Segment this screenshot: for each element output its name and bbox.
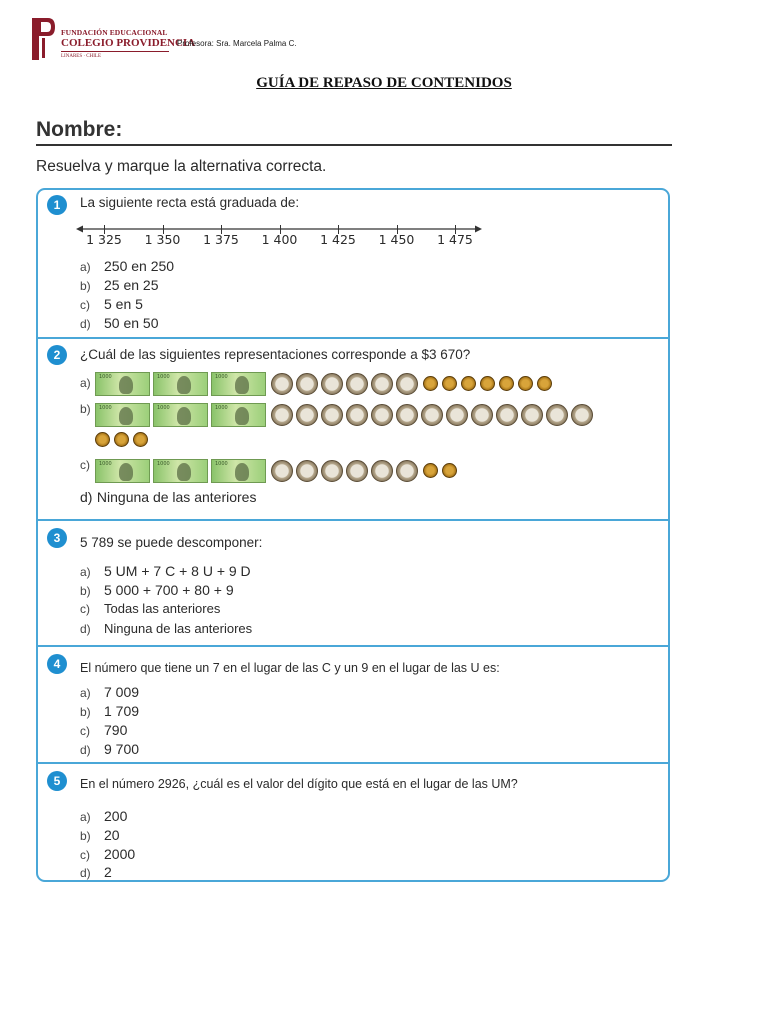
- name-field-line[interactable]: [36, 144, 672, 146]
- question-divider: [38, 519, 668, 521]
- coin-10-icon: [423, 376, 438, 391]
- banknote-portrait: [235, 376, 249, 394]
- option-letter: b): [80, 829, 91, 843]
- option-text: 5 en 5: [104, 296, 143, 312]
- number-line-label: 1 425: [320, 232, 356, 247]
- coin-100-icon: [396, 460, 418, 482]
- option-letter: c): [80, 298, 90, 312]
- option-text: Todas las anteriores: [104, 601, 221, 616]
- option-a[interactable]: [80, 684, 139, 702]
- option-d[interactable]: [80, 315, 159, 333]
- option-c[interactable]: [80, 296, 143, 314]
- option-a[interactable]: [80, 563, 251, 581]
- coin-10-icon: [480, 376, 495, 391]
- question-text: ¿Cuál de las siguientes representaciones corresponde a $3 670?: [80, 347, 471, 362]
- option-d[interactable]: [80, 620, 252, 638]
- coin-100-icon: [346, 460, 368, 482]
- coin-10-icon: [95, 432, 110, 447]
- option-c-letter[interactable]: c): [80, 458, 90, 472]
- option-b-letter[interactable]: b): [80, 402, 91, 416]
- logo-location: LINARES · CHILE: [61, 54, 101, 59]
- banknote-1000-icon: [211, 372, 266, 396]
- coin-100-icon: [271, 404, 293, 426]
- option-text: 1 709: [104, 703, 140, 719]
- question-divider: [38, 762, 668, 764]
- coin-100-icon: [296, 373, 318, 395]
- banknote-value: 1000: [157, 405, 170, 411]
- page-title: GUÍA DE REPASO DE CONTENIDOS: [256, 75, 512, 91]
- question-text: La siguiente recta está graduada de:: [80, 195, 300, 210]
- option-d[interactable]: [80, 864, 112, 882]
- option-letter: c): [80, 848, 90, 862]
- coin-10-icon: [537, 376, 552, 391]
- teacher-name: Profesora: Sra. Marcela Palma C.: [177, 39, 297, 48]
- banknote-portrait: [119, 376, 133, 394]
- coin-100-icon: [521, 404, 543, 426]
- option-text: 5 000 + 700 + 80 + 9: [104, 582, 234, 598]
- option-letter: d): [80, 743, 91, 757]
- arrow-right-icon: [475, 226, 482, 233]
- option-d[interactable]: [80, 741, 139, 759]
- coin-100-icon: [371, 373, 393, 395]
- option-letter: d): [80, 622, 91, 636]
- option-b[interactable]: [80, 827, 120, 845]
- coin-100-icon: [271, 460, 293, 482]
- coin-100-icon: [271, 373, 293, 395]
- option-text: 5 UM + 7 C + 8 U + 9 D: [104, 563, 251, 579]
- option-text: 20: [104, 827, 120, 843]
- option-text: 50 en 50: [104, 315, 159, 331]
- option-a-letter[interactable]: a): [80, 376, 91, 390]
- option-letter: a): [80, 810, 91, 824]
- banknote-portrait: [119, 463, 133, 481]
- school-crest-icon: [30, 16, 56, 62]
- number-line-label: 1 325: [86, 232, 122, 247]
- option-letter: d): [80, 317, 91, 331]
- banknote-portrait: [235, 463, 249, 481]
- school-logo: [30, 16, 196, 64]
- coin-100-icon: [571, 404, 593, 426]
- banknote-value: 1000: [99, 374, 112, 380]
- banknote-1000-icon: [211, 403, 266, 427]
- coin-10-icon: [423, 463, 438, 478]
- banknote-value: 1000: [215, 405, 228, 411]
- banknote-portrait: [119, 407, 133, 425]
- coin-100-icon: [471, 404, 493, 426]
- coin-100-icon: [371, 460, 393, 482]
- option-letter: c): [80, 724, 90, 738]
- option-text: Ninguna de las anteriores: [104, 621, 253, 636]
- option-a[interactable]: [80, 258, 174, 276]
- coin-100-icon: [446, 404, 468, 426]
- question-divider: [38, 645, 668, 647]
- banknote-portrait: [177, 463, 191, 481]
- coin-100-icon: [321, 460, 343, 482]
- page-header: [30, 14, 730, 64]
- coin-10-icon: [518, 376, 533, 391]
- question-text: En el número 2926, ¿cuál es el valor del dígito que está en el lugar de las UM?: [80, 777, 518, 791]
- option-text: 7 009: [104, 684, 140, 700]
- option-text: 250 en 250: [104, 258, 175, 274]
- question-number-badge: 2: [47, 345, 67, 365]
- option-d[interactable]: [80, 489, 256, 507]
- option-text: 200: [104, 808, 128, 824]
- banknote-portrait: [177, 376, 191, 394]
- option-text: 2: [104, 864, 112, 880]
- number-line-label: 1 375: [203, 232, 239, 247]
- option-letter: b): [80, 584, 91, 598]
- banknote-1000-icon: [153, 459, 208, 483]
- question-divider: [38, 337, 668, 339]
- option-c[interactable]: [80, 722, 127, 740]
- option-a[interactable]: [80, 808, 127, 826]
- question-number-badge: 3: [47, 528, 67, 548]
- option-letter: d): [80, 866, 91, 880]
- option-letter: b): [80, 279, 91, 293]
- question-text: 5 789 se puede descomponer:: [80, 535, 263, 550]
- coin-10-icon: [499, 376, 514, 391]
- logo-school-name: COLEGIO PROVIDENCIA: [61, 37, 196, 49]
- option-letter: a): [80, 686, 91, 700]
- coin-100-icon: [321, 373, 343, 395]
- coin-10-icon: [461, 376, 476, 391]
- banknote-value: 1000: [157, 374, 170, 380]
- number-line-label: 1 450: [378, 232, 415, 247]
- banknote-value: 1000: [157, 461, 170, 467]
- logo-divider: [61, 51, 169, 52]
- option-b[interactable]: [80, 582, 234, 600]
- arrow-left-icon: [76, 226, 83, 233]
- coin-100-icon: [296, 404, 318, 426]
- coin-100-icon: [546, 404, 568, 426]
- logo-foundation-text: FUNDACIÓN EDUCACIONAL: [61, 28, 168, 37]
- number-line-label: 1 475: [437, 232, 473, 247]
- coin-100-icon: [421, 404, 443, 426]
- coin-100-icon: [396, 404, 418, 426]
- coin-100-icon: [346, 404, 368, 426]
- option-b[interactable]: [80, 277, 159, 295]
- option-c[interactable]: [80, 846, 135, 864]
- question-number-badge: 4: [47, 654, 67, 674]
- coin-100-icon: [371, 404, 393, 426]
- option-text: 9 700: [104, 741, 140, 757]
- option-letter: b): [80, 705, 91, 719]
- banknote-value: 1000: [99, 405, 112, 411]
- banknote-portrait: [177, 407, 191, 425]
- banknote-1000-icon: [95, 459, 150, 483]
- coin-10-icon: [442, 463, 457, 478]
- option-c[interactable]: [80, 600, 220, 618]
- coin-10-icon: [133, 432, 148, 447]
- option-text: 25 en 25: [104, 277, 159, 293]
- option-letter: a): [80, 565, 91, 579]
- option-text: 2000: [104, 846, 136, 862]
- banknote-1000-icon: [153, 403, 208, 427]
- coin-100-icon: [346, 373, 368, 395]
- banknote-1000-icon: [95, 372, 150, 396]
- option-letter: c): [80, 602, 90, 616]
- option-text: Ninguna de las anteriores: [96, 489, 257, 505]
- banknote-value: 1000: [215, 374, 228, 380]
- question-text: El número que tiene un 7 en el lugar de las C y un 9 en el lugar de las U es:: [80, 661, 500, 675]
- option-letter: d): [80, 489, 93, 505]
- instruction-text: Resuelva y marque la alternativa correcta.: [36, 158, 327, 175]
- banknote-1000-icon: [95, 403, 150, 427]
- number-line-label: 1 350: [144, 232, 181, 247]
- coin-100-icon: [496, 404, 518, 426]
- banknote-value: 1000: [99, 461, 112, 467]
- question-number-badge: 1: [47, 195, 67, 215]
- option-b[interactable]: [80, 703, 139, 721]
- number-line-label: 1 400: [261, 232, 298, 247]
- name-label: Nombre:: [36, 118, 123, 141]
- banknote-1000-icon: [211, 459, 266, 483]
- question-number-badge: 5: [47, 771, 67, 791]
- coin-100-icon: [396, 373, 418, 395]
- coin-10-icon: [114, 432, 129, 447]
- coin-10-icon: [442, 376, 457, 391]
- option-text: 790: [104, 722, 128, 738]
- coin-100-icon: [321, 404, 343, 426]
- coin-100-icon: [296, 460, 318, 482]
- option-letter: a): [80, 260, 91, 274]
- banknote-value: 1000: [215, 461, 228, 467]
- banknote-1000-icon: [153, 372, 208, 396]
- banknote-portrait: [235, 407, 249, 425]
